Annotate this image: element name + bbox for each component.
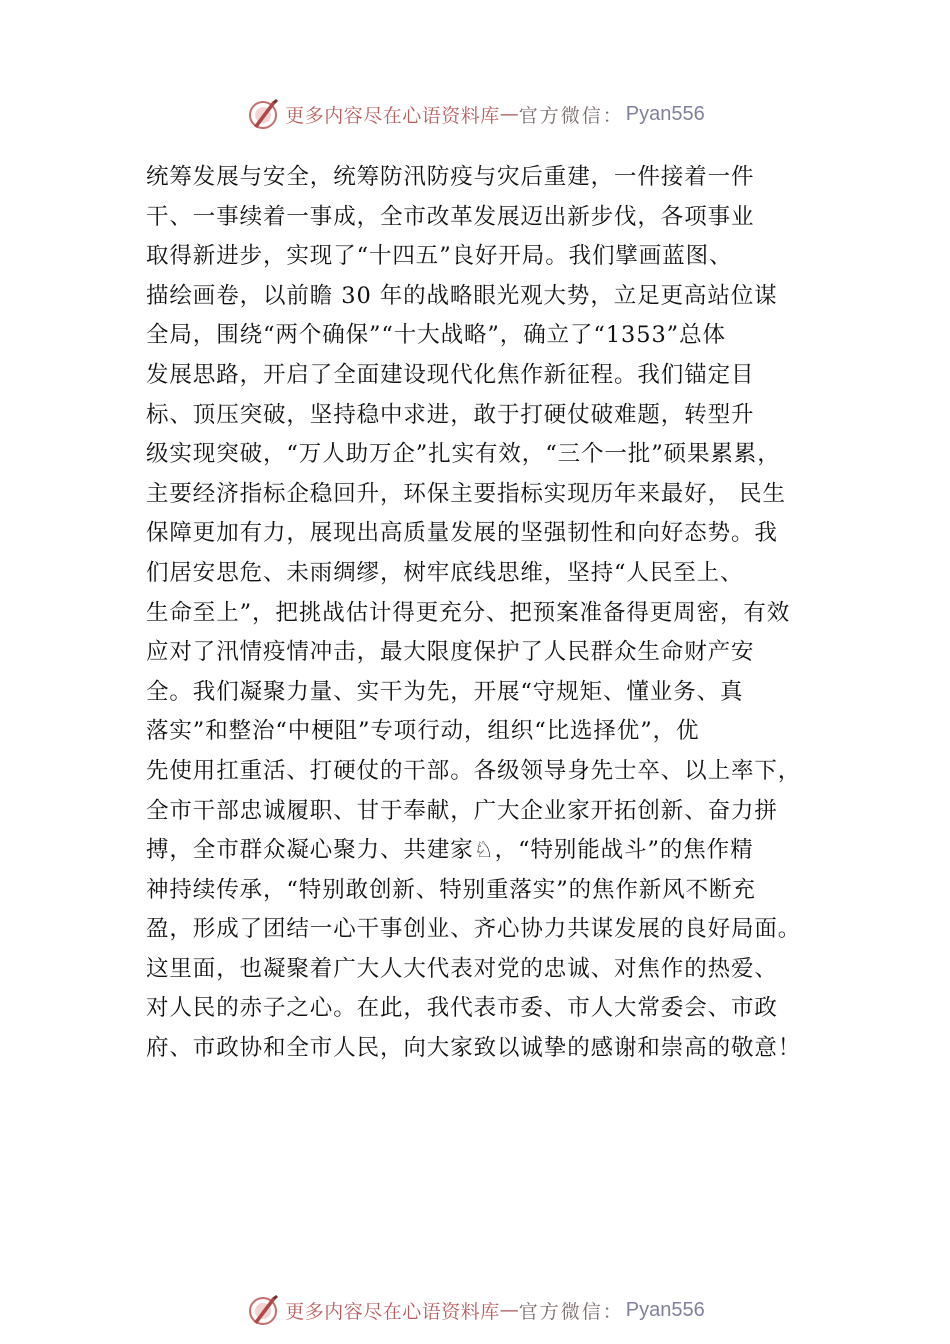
text-line: 发展思路，开启了全面建设现代化焦作新征程。我们锚定目 [146,361,755,388]
text-line: 全。我们凝聚力量、实干为先，开展“守规矩、懂业务、真 [146,678,744,705]
pen-logo-icon [245,1292,281,1328]
banner-wechat-label: 官方微信： [518,104,624,127]
text-line: 们居安思危、未雨绸缪，树牢底线思维，坚持“人民至上、 [146,559,744,586]
text-line: 落实”和整治“中梗阻”专项行动，组织“比选择优”，优 [146,718,700,745]
body-text [146,158,836,1069]
text-line: 盈，形成了团结一心干事创业、齐心协力共谋发展的良好局面。 [146,916,802,943]
text-line: 先使用扛重活、打硬仗的干部。各级领导身先士卒、以上率下， [146,757,802,784]
text-line: 保障更加有力，展现出高质量发展的坚强韧性和向好态势。我 [146,520,778,547]
text-line: 应对了汛情疫情冲击，最大限度保护了人民群众生命财产安 [146,639,755,666]
text-line: 搏，全市群众凝心聚力、共建家♘，“特别能战斗”的焦作精 [146,837,754,864]
text-line: 描绘画卷，以前瞻 30 年的战略眼光观大势，立足更高站位谋 [146,282,778,309]
banner-title: 更多内容尽在心语资料库 [285,104,500,127]
banner-title: 更多内容尽在心语资料库 [285,1300,500,1323]
banner-separator: — [499,103,519,125]
text-line: 全市干部忠诚履职、甘于奉献，广大企业家开拓创新、奋力拼 [146,797,778,824]
text-line: 取得新进步，实现了“十四五”良好开局。我们擘画蓝图、 [146,243,733,270]
text-line: 生命至上”，把挑战估计得更充分、把预案准备得更周密，有效 [146,599,791,626]
banner-wechat-label: 官方微信： [518,1300,624,1323]
text-line: 全局，围绕“两个确保”“十大战略”，确立了“1353”总体 [146,322,726,349]
banner-separator: — [499,1299,519,1321]
text-line: 级实现突破，“万人助万企”扎实有效，“三个一批”硕果累累， [146,441,781,468]
text-line: 神持续传承，“特别敢创新、特别重落实”的焦作新风不断充 [146,876,756,903]
banner-wechat-id: Pyan556 [625,102,705,125]
text-line: 干、一事续着一事成，全市改革发展迈出新步伐，各项事业 [146,203,755,230]
header-banner [0,94,950,134]
text-line: 府、市政协和全市人民，向大家致以诚挚的感谢和崇高的敬意！ [146,1035,802,1062]
banner-wechat-id: Pyan556 [625,1298,705,1321]
pen-logo-icon [245,96,281,132]
text-line: 对人民的赤子之心。在此，我代表市委、市人大常委会、市政 [146,995,778,1022]
text-line: 标、顶压突破，坚持稳中求进，敢于打硬仗破难题，转型升 [146,401,755,428]
text-line: 这里面，也凝聚着广大人大代表对党的忠诚、对焦作的热爱、 [146,955,778,982]
footer-banner [0,1290,950,1330]
text-line: 主要经济指标企稳回升，环保主要指标实现历年来最好， 民生 [146,480,786,507]
text-line: 统筹发展与安全，统筹防汛防疫与灾后重建，一件接着一件 [146,164,755,190]
